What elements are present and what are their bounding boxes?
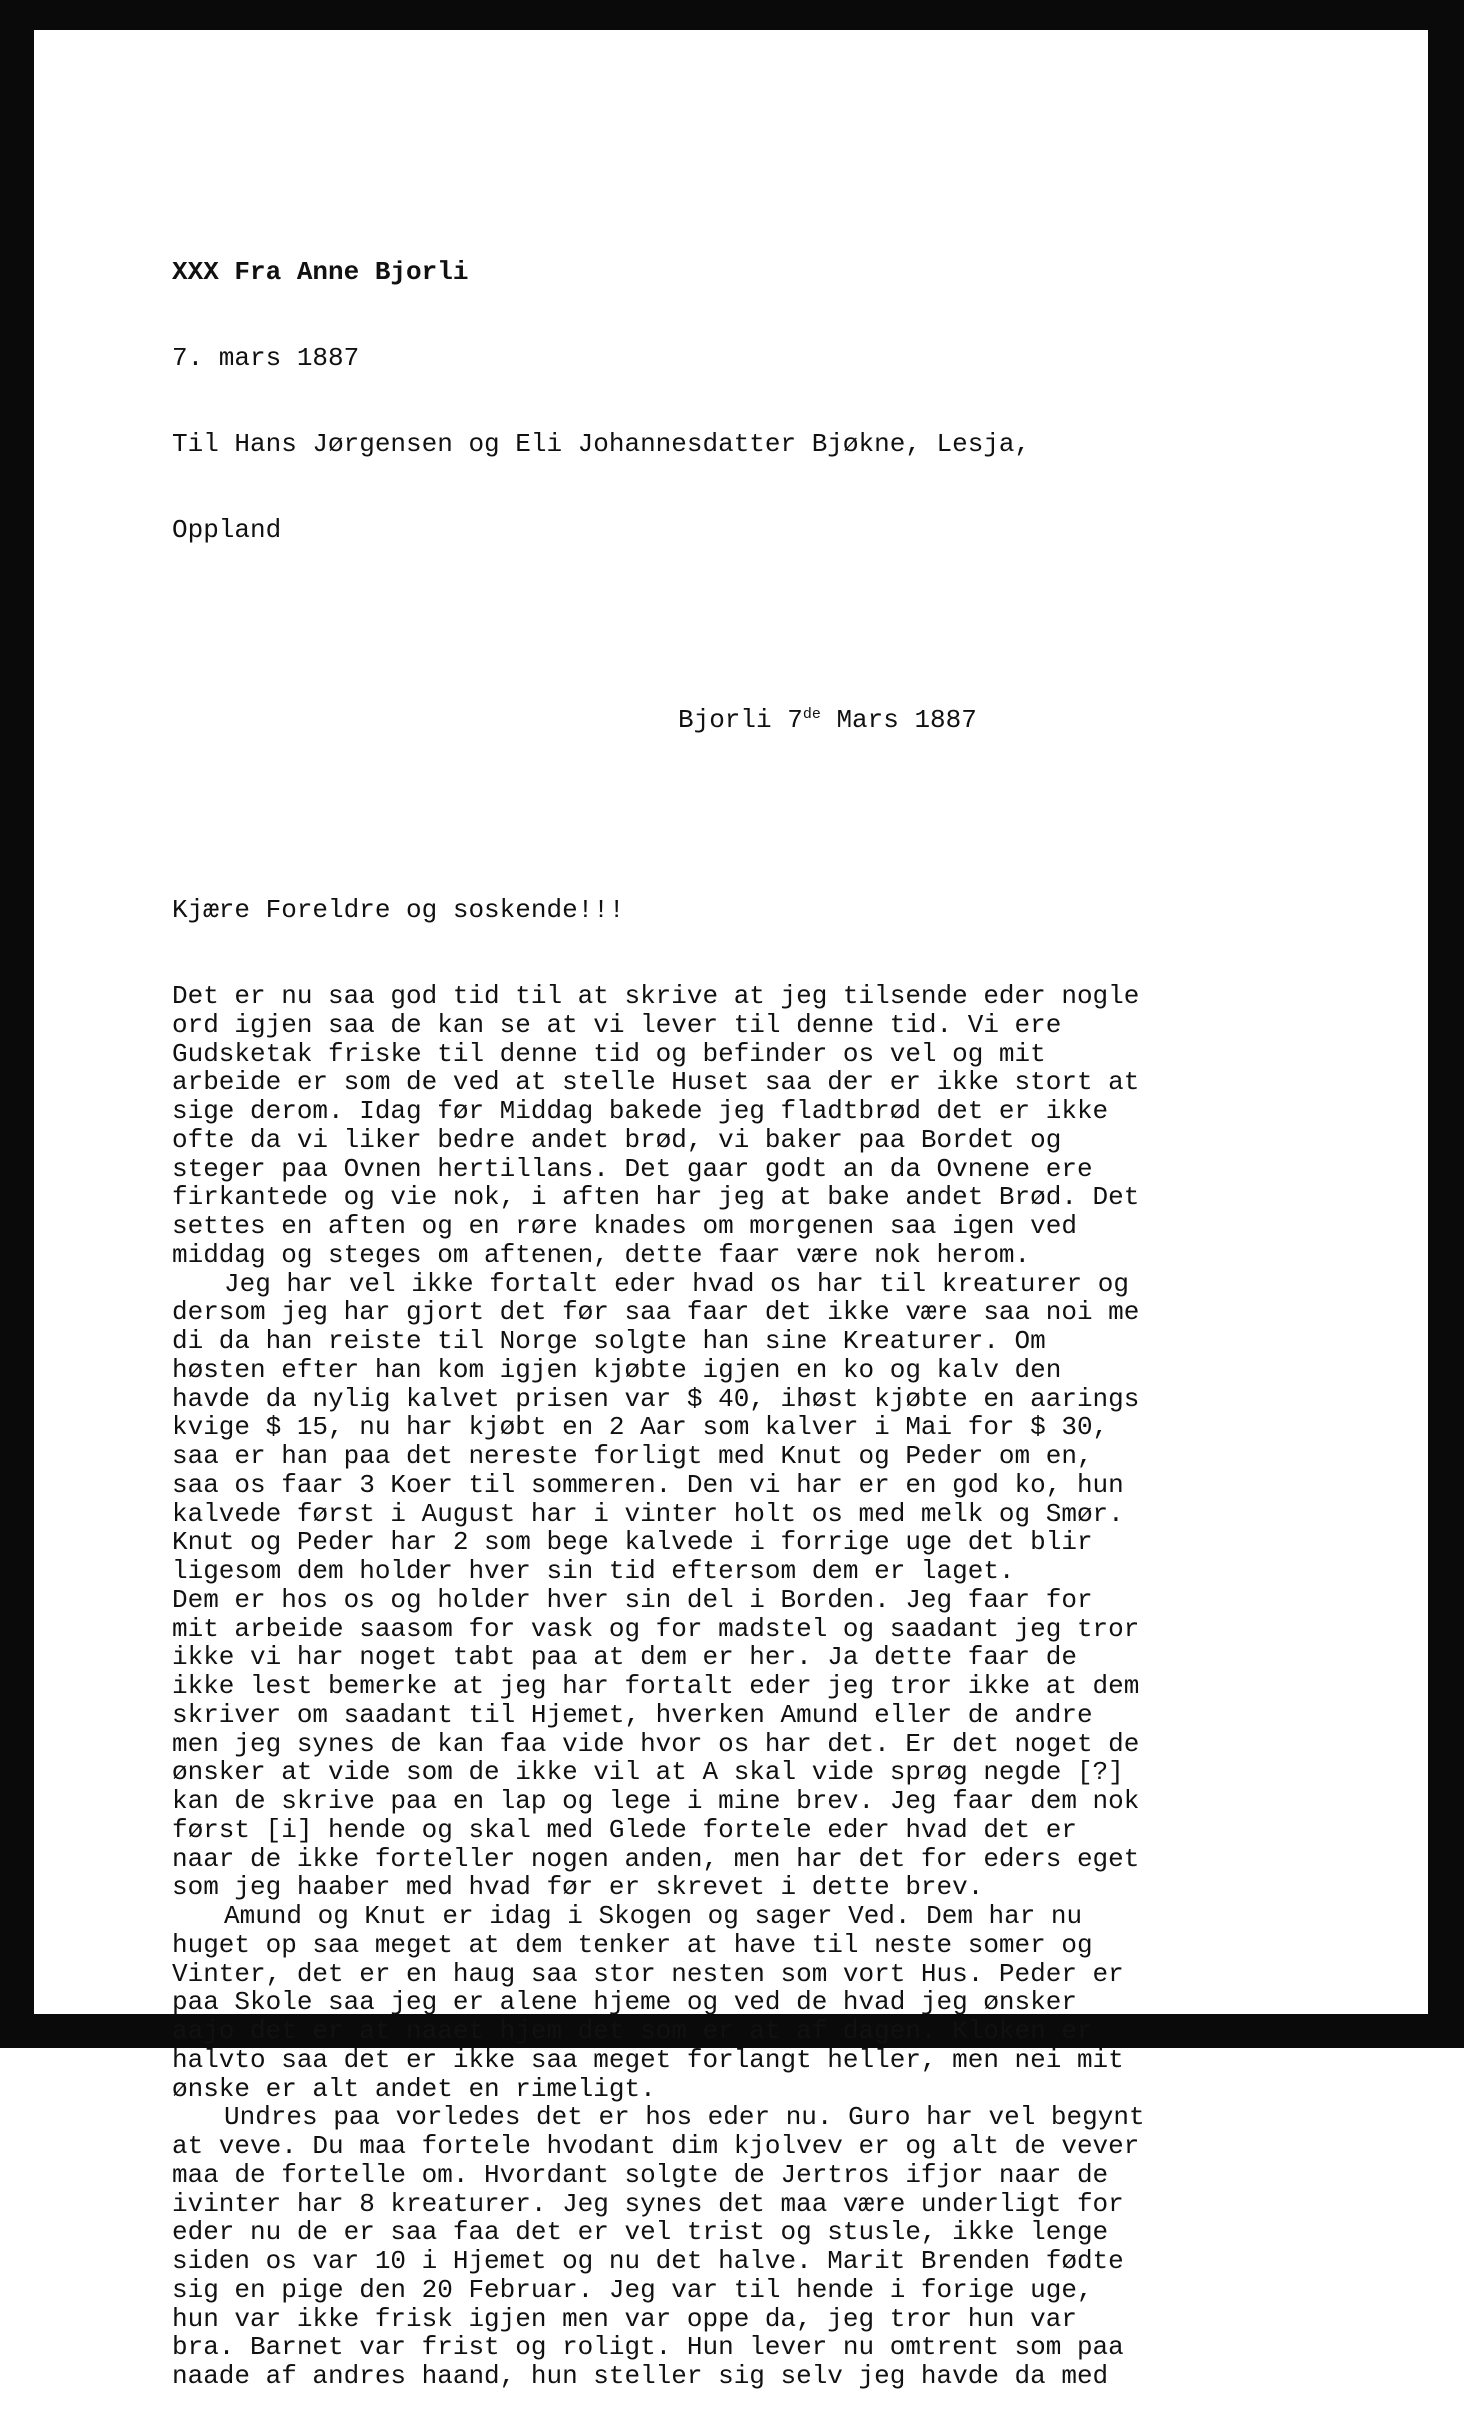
body-line: saa os faar 3 Koer til sommeren. Den vi har er en god ko, hun xyxy=(172,1469,1124,1500)
spacer xyxy=(172,603,1282,649)
body-line: di da han reiste til Norge solgte han sine Kreaturer. Om xyxy=(172,1326,1046,1356)
recipient-line-2: Oppland xyxy=(172,515,282,546)
body-line: naade af andres haand, hun steller sig selv jeg havde da med xyxy=(172,2361,1109,2391)
body-line: ønske er alt andet en rimeligt. xyxy=(172,2073,656,2104)
body-line: saa er han paa det nereste forligt med Knut og Peder om en, xyxy=(172,1441,1093,1471)
body-line: høsten efter han kom igjen kjøbte igjen en ko og kalv den xyxy=(172,1354,1062,1385)
body-line: dersom jeg har gjort det før saa faar det ikke være saa noi me xyxy=(172,1297,1140,1328)
body-line: sig en pige den 20 Februar. Jeg var til hende i forige uge, xyxy=(172,2274,1093,2305)
letter-body xyxy=(172,982,1282,2391)
recipient-line-1: Til Hans Jørgensen og Eli Johannesdatter Bjøkne, Lesja, xyxy=(172,429,1031,459)
body-line: kan de skrive paa en lap og lege i mine brev. Jeg faar dem nok xyxy=(172,1786,1140,1816)
body-line: ligesom dem holder hver sin tid eftersom dem er laget. xyxy=(172,1556,1015,1586)
body-line: at veve. Du maa fortele hvodant dim kjolvev er og alt de vever xyxy=(172,2131,1140,2161)
body-line: Dem er hos os og holder hver sin del i Borden. Jeg faar for xyxy=(172,1584,1093,1615)
dateline-rest: Mars 1887 xyxy=(820,705,977,735)
body-line: bra. Barnet var frist og roligt. Hun lever nu omtrent som paa xyxy=(172,2332,1124,2363)
body-line: siden os var 10 i Hjemet og nu det halve. Marit Brenden fødte xyxy=(172,2246,1124,2276)
body-line: men jeg synes de kan faa vide hvor os har det. Er det noget de xyxy=(172,1728,1140,1759)
letter-transcription xyxy=(172,200,1282,2420)
body-line: ofte da vi liker bedre andet brød, vi baker paa Bordet og xyxy=(172,1124,1062,1155)
spacer xyxy=(172,792,1282,838)
body-line: middag og steges om aftenen, dette faar være nok herom. xyxy=(172,1239,1031,1270)
greeting: Kjære Foreldre og soskende!!! xyxy=(172,894,625,925)
body-line: mit arbeide saasom for vask og for madstel og saadant jeg tror xyxy=(172,1613,1140,1644)
body-line: kvige $ 15, nu har kjøbt en 2 Aar som kalver i Mai for $ 30, xyxy=(172,1412,1109,1443)
body-line: eder nu de er saa faa det er vel trist og stusle, ikke lenge xyxy=(172,2217,1109,2248)
body-line: først [i] hende og skal med Glede fortele eder hvad det er xyxy=(172,1814,1077,1845)
body-line: paa Skole saa jeg er alene hjeme og ved de hvad jeg ønsker xyxy=(172,1987,1077,2018)
body-line: naar de ikke forteller nogen anden, men har det for eders eget xyxy=(172,1843,1140,1874)
body-line: Jeg har vel ikke fortalt eder hvad os har til kreaturer og xyxy=(224,1268,1129,1299)
body-line: Vinter, det er en haug saa stor nesten som vort Hus. Peder er xyxy=(172,1958,1124,1989)
body-line: firkantede og vie nok, i aften har jeg at bake andet Brød. Det xyxy=(172,1182,1140,1213)
body-line: ord igjen saa de kan se at vi lever til denne tid. Vi ere xyxy=(172,1009,1062,1040)
body-line: huget op saa meget at dem tenker at have til neste somer og xyxy=(172,1929,1093,1960)
body-line: kalvede først i August har i vinter holt os med melk og Smør. xyxy=(172,1498,1124,1529)
body-line: Knut og Peder har 2 som bege kalvede i forrige uge det blir xyxy=(172,1527,1093,1558)
body-line: ikke vi har noget tabt paa at dem er her. Ja dette faar de xyxy=(172,1642,1077,1673)
body-line: arbeide er som de ved at stelle Huset saa der er ikke stort at xyxy=(172,1067,1140,1098)
body-line: ikke lest bemerke at jeg har fortalt eder jeg tror ikke at dem xyxy=(172,1671,1140,1701)
body-line: settes en aften og en røre knades om morgenen saa igen ved xyxy=(172,1211,1077,1241)
body-line: Gudsketak friske til denne tid og befinder os vel og mit xyxy=(172,1038,1046,1069)
body-line: som jeg haaber med hvad før er skrevet i dette brev. xyxy=(172,1872,984,1903)
body-line: skriver om saadant til Hjemet, hverken Amund eller de andre xyxy=(172,1699,1093,1730)
body-line: Amund og Knut er idag i Skogen og sager Ved. Dem har nu xyxy=(224,1901,1083,1931)
dateline-superscript: de xyxy=(802,706,821,723)
dateline xyxy=(172,706,1282,735)
body-line: aajo det er at naaet hjem det som er at af dagen. Kloken er xyxy=(172,2016,1093,2046)
body-line: hun var ikke frisk igjen men var oppe da, jeg tror hun var xyxy=(172,2303,1077,2334)
body-line: sige derom. Idag før Middag bakede jeg fladtbrød det er ikke xyxy=(172,1096,1109,1126)
body-line: havde da nylig kalvet prisen var $ 40, ihøst kjøbte en aarings xyxy=(172,1383,1140,1414)
letter-date: 7. mars 1887 xyxy=(172,342,360,373)
body-line: Undres paa vorledes det er hos eder nu. Guro har vel begynt xyxy=(224,2102,1145,2133)
body-line: ivinter har 8 kreaturer. Jeg synes det maa være underligt for xyxy=(172,2188,1124,2219)
body-line: maa de fortelle om. Hvordant solgte de Jertros ifjor naar de xyxy=(172,2159,1109,2190)
body-line: ønsker at vide som de ikke vil at A skal vide sprøg negde [?] xyxy=(172,1757,1124,1788)
body-line: Det er nu saa god tid til at skrive at jeg tilsende eder nogle xyxy=(172,981,1140,1011)
letter-title: XXX Fra Anne Bjorli xyxy=(172,256,469,287)
body-line: halvto saa det er ikke saa meget forlangt heller, men nei mit xyxy=(172,2044,1124,2075)
dateline-place: Bjorli 7 xyxy=(678,705,803,735)
body-line: steger paa Ovnen hertillans. Det gaar godt an da Ovnene ere xyxy=(172,1153,1093,1184)
